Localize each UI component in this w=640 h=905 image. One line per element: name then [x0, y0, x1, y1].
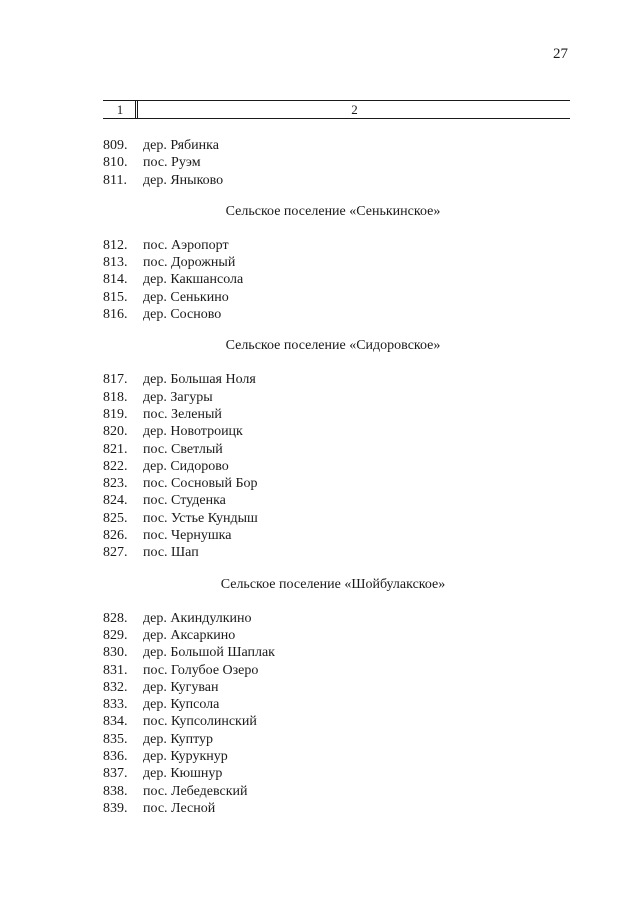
list-item: [0, 289, 640, 306]
item-number: 809.: [103, 138, 128, 153]
list-item: [0, 644, 640, 661]
item-number: 824.: [103, 493, 128, 509]
settlement-name: дер. Аксаркино: [143, 627, 236, 643]
list-item: [0, 748, 640, 765]
settlement-name: пос. Чернушка: [143, 528, 232, 544]
list-item: [0, 458, 640, 475]
settlement-name: дер. Курукнур: [143, 749, 228, 765]
list-item: [0, 800, 640, 817]
settlement-name: дер. Кугуван: [143, 679, 219, 695]
settlement-name: пос. Дорожный: [143, 255, 236, 271]
item-number: 818.: [103, 389, 128, 405]
settlement-name: пос. Лебедевский: [143, 783, 248, 799]
list-item: [0, 237, 640, 254]
settlement-name: пос. Лесной: [143, 800, 216, 816]
item-number: 817.: [103, 372, 128, 388]
item-number: 834.: [103, 714, 128, 730]
settlement-name: дер. Купсола: [143, 697, 220, 713]
table-header-divider: [135, 101, 136, 118]
settlement-name: дер. Яныково: [143, 172, 224, 188]
list-item: [0, 610, 640, 627]
list-item: [0, 137, 640, 154]
item-number: 819.: [103, 406, 128, 422]
item-number: 821.: [103, 441, 128, 457]
list-item: [0, 765, 640, 782]
item-number: 815.: [103, 289, 128, 305]
item-number: 811.: [103, 172, 127, 188]
settlement-name: пос. Купсолинский: [143, 714, 257, 730]
list-item: [0, 389, 640, 406]
list-item: [0, 271, 640, 288]
list-item: [0, 662, 640, 679]
settlement-name: дер. Загуры: [143, 389, 213, 405]
settlement-name: дер. Куптур: [143, 731, 214, 747]
list-item: [0, 154, 640, 171]
list-item: [0, 441, 640, 458]
list-item: [0, 713, 640, 730]
item-number: 810.: [103, 155, 128, 171]
settlement-name: дер. Большая Ноля: [143, 372, 256, 388]
list-item: [0, 172, 640, 189]
settlement-name: дер. Большой Шаплак: [143, 645, 275, 661]
item-number: 835.: [103, 731, 128, 747]
item-number: 837.: [103, 766, 128, 782]
settlement-name: дер. Сидорово: [143, 458, 229, 474]
settlement-name: дер. Акиндулкино: [143, 610, 252, 626]
list-item: [0, 627, 640, 644]
list-item: [0, 254, 640, 271]
item-number: 838.: [103, 783, 128, 799]
list-item: [0, 406, 640, 423]
table-header: [103, 100, 570, 119]
settlement-name: пос. Руэм: [143, 155, 201, 171]
list-item: [0, 527, 640, 544]
item-number: 825.: [103, 510, 128, 526]
list-item: [0, 544, 640, 561]
settlement-name: пос. Аэропорт: [143, 237, 229, 253]
settlement-name: дер. Кюшнур: [143, 766, 223, 782]
list-item: [0, 696, 640, 713]
settlement-name: пос. Сосновый Бор: [143, 476, 258, 492]
settlement-name: пос. Шап: [143, 545, 199, 561]
item-number: 831.: [103, 662, 128, 678]
section-title: Сельское поселение «Сидоровское»: [225, 338, 441, 354]
settlement-name: пос. Студенка: [143, 493, 226, 509]
item-number: 822.: [103, 458, 128, 474]
item-number: 826.: [103, 528, 128, 544]
list-item: [0, 510, 640, 527]
settlement-name: дер. Какшансола: [143, 272, 244, 288]
settlement-name: пос. Голубое Озеро: [143, 662, 259, 678]
section-title: Сельское поселение «Шойбулакское»: [220, 576, 446, 592]
item-number: 836.: [103, 749, 128, 765]
item-number: 832.: [103, 679, 128, 695]
list-item: [0, 783, 640, 800]
section-title: Сельское поселение «Сенькинское»: [225, 203, 441, 219]
item-number: 823.: [103, 476, 128, 492]
list-item: [0, 423, 640, 440]
item-number: 814.: [103, 272, 128, 288]
settlement-name: дер. Сосново: [143, 307, 222, 323]
list-item: [0, 492, 640, 509]
item-number: 830.: [103, 645, 128, 661]
list-item: [0, 475, 640, 492]
list-item: [0, 306, 640, 323]
settlement-name: дер. Сенькино: [143, 289, 229, 305]
settlement-name: дер. Новотроицк: [143, 424, 243, 440]
list-item: [0, 679, 640, 696]
item-number: 839.: [103, 800, 128, 816]
item-number: 820.: [103, 424, 128, 440]
item-number: 833.: [103, 697, 128, 713]
item-number: 829.: [103, 627, 128, 643]
item-number: 813.: [103, 255, 128, 271]
table-header-col2: 2: [351, 102, 358, 117]
settlement-name: пос. Светлый: [143, 441, 223, 457]
settlement-name: дер. Рябинка: [143, 138, 219, 153]
list-item: [0, 731, 640, 748]
page-number: 27: [553, 46, 568, 62]
settlement-list: [0, 137, 640, 817]
settlement-name: пос. Устье Кундыш: [143, 510, 258, 526]
item-number: 827.: [103, 545, 128, 561]
list-item: [0, 371, 640, 388]
item-number: 816.: [103, 307, 128, 323]
item-number: 828.: [103, 610, 128, 626]
settlement-name: пос. Зеленый: [143, 406, 222, 422]
item-number: 812.: [103, 237, 128, 253]
table-header-col1: 1: [103, 101, 138, 118]
